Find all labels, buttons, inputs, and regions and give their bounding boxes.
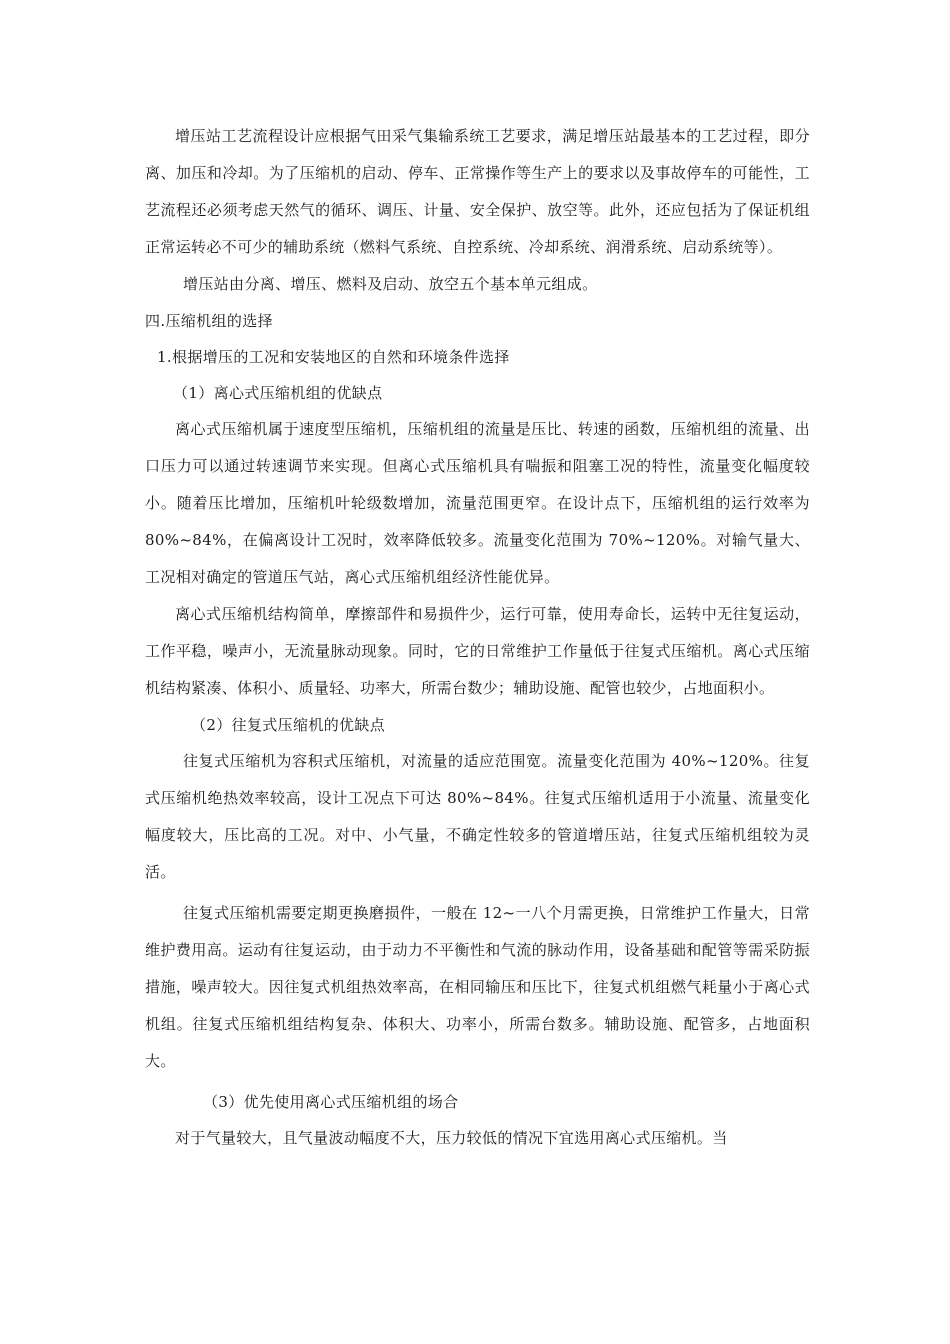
document-body: [145, 118, 810, 1157]
paragraph-station-units: 增压站由分离、增压、燃料及启动、放空五个基本单元组成。: [183, 275, 598, 293]
subsection-heading-centrifugal: （1）离心式压缩机组的优缺点: [173, 384, 383, 402]
paragraph-centrifugal-flow: 离心式压缩机属于速度型压缩机，压缩机组的流量是压比、转速的函数，压缩机组的流量、出口压力可以通过转速调节来实现。但离心式压缩机具有喘振和阻塞工况的特性，流量变化幅度较小。随着压比增加，压缩机叶轮级数增加，流量范围更窄。在设计点下，压缩机组的运行效率为 80%~84%，在偏离设计工况时，效率降低较多。流量变化范围为 70%~120%。对输气量大、工况相对确定的管道压气站，离心式压缩机组经济性能优异。: [145, 420, 810, 586]
paragraph-reciprocating-flow: 往复式压缩机为容积式压缩机，对流量的适应范围宽。流量变化范围为 40%~120%。往复式压缩机绝热效率较高，设计工况点下可达 80%~84%。往复式压缩机适用于小流量、流量变化幅度较大，压比高的工况。对中、小气量，不确定性较多的管道增压站，往复式压缩机组较为灵活。: [145, 752, 810, 881]
paragraph-process-design: 增压站工艺流程设计应根据气田采气集输系统工艺要求，满足增压站最基本的工艺过程，即分离、加压和冷却。为了压缩机的启动、停车、正常操作等生产上的要求以及事故停车的可能性，工艺流程还必须考虑天然气的循环、调压、计量、安全保护、放空等。此外，还应包括为了保证机组正常运转必不可少的辅助系统（燃料气系统、自控系统、冷却系统、润滑系统、启动系统等）。: [145, 127, 810, 256]
subsection-heading-selection-criteria: 1.根据增压的工况和安装地区的自然和环境条件选择: [157, 348, 510, 366]
subsection-heading-centrifugal-preferred: （3）优先使用离心式压缩机组的场合: [203, 1093, 459, 1111]
section-heading-compressor-selection: 四.压缩机组的选择: [145, 312, 273, 330]
paragraph-centrifugal-preferred: 对于气量较大，且气量波动幅度不大，压力较低的情况下宜选用离心式压缩机。当: [175, 1129, 728, 1147]
paragraph-reciprocating-maintenance: 往复式压缩机需要定期更换磨损件，一般在 12~一八个月需更换，日常维护工作量大，日常维护费用高。运动有往复运动，由于动力不平衡性和气流的脉动作用，设备基础和配管等需采防振措施，噪声较大。因往复式机组热效率高，在相同输压和压比下，往复式机组燃气耗量小于离心式机组。往复式压缩机组结构复杂、体积大、功率小，所需台数多。辅助设施、配管多，占地面积大。: [145, 904, 810, 1070]
subsection-heading-reciprocating: （2）往复式压缩机的优缺点: [191, 716, 386, 734]
paragraph-centrifugal-structure: 离心式压缩机结构简单，摩擦部件和易损件少，运行可靠，使用寿命长，运转中无往复运动，工作平稳，噪声小，无流量脉动现象。同时，它的日常维护工作量低于往复式压缩机。离心式压缩机结构紧凑、体积小、质量轻、功率大，所需台数少；辅助设施、配管也较少，占地面积小。: [145, 605, 810, 697]
